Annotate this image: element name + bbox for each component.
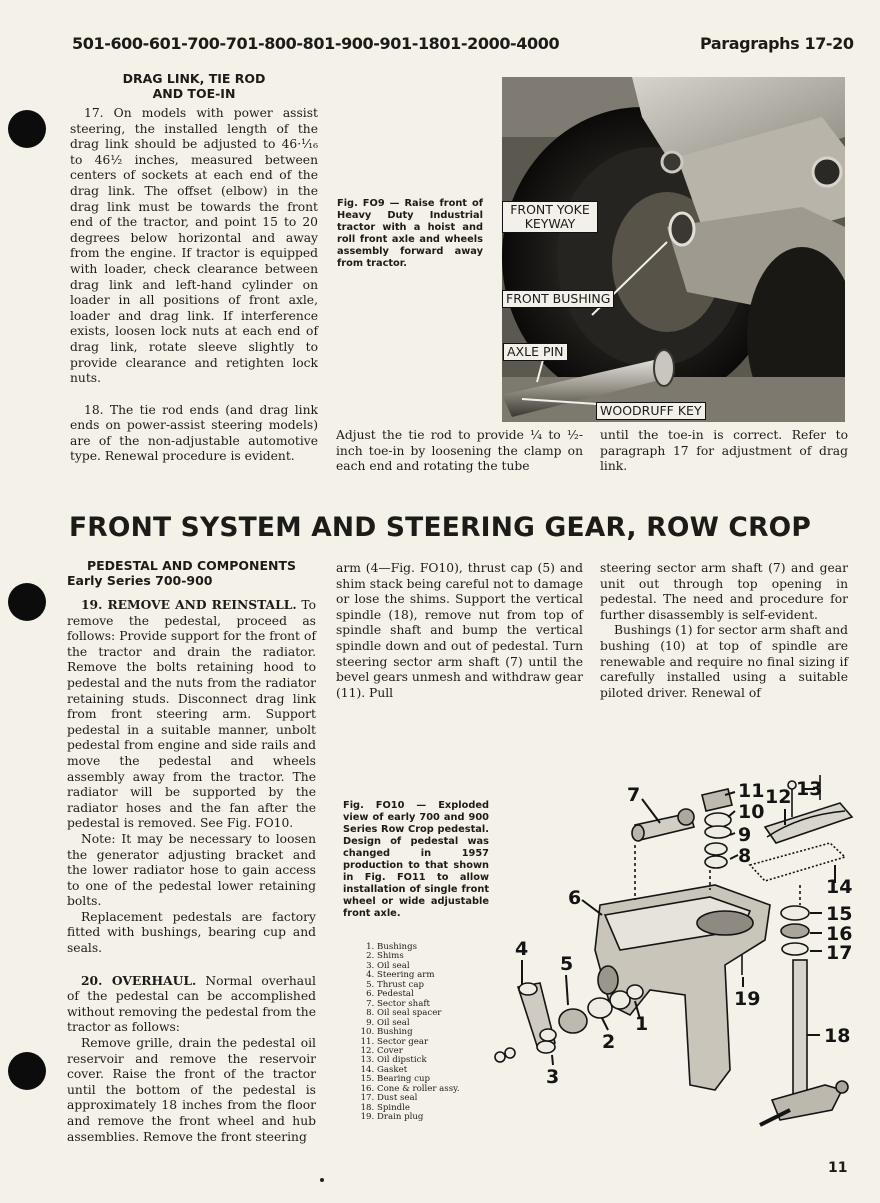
section2-heading-line1: PEDESTAL AND COMPONENTS	[86, 558, 297, 573]
header-paragraphs: Paragraphs 17-20	[700, 34, 854, 53]
section2-right-column	[600, 561, 848, 701]
section2-heading-line2: Early Series 700-900	[67, 573, 213, 588]
label-front-bushing: FRONT BUSHING	[502, 290, 614, 308]
callout-2: 2	[602, 1031, 616, 1053]
paragraph-19-replacement: Replacement pedestals are factory fitted with bushings, bearing cup and seals.	[67, 909, 316, 956]
callout-5: 5	[560, 953, 574, 975]
legend-item: 3. Oil seal	[377, 962, 460, 971]
callout-6: 6	[568, 887, 582, 909]
legend-item: 4. Steering arm	[377, 971, 460, 980]
callout-7: 7	[627, 784, 641, 806]
paragraph-19-note: Note: It may be necessary to loosen the generator adjusting bracket and the lower radiator hose to gain access to one of the pedestal lower retaining bolts.	[67, 831, 316, 909]
tie-rod-adjust-text: Adjust the tie rod to provide ¼ to ½-inch toe-in by loosening the clamp on each end and rotating the tube	[336, 428, 583, 474]
legend-item: 6. Pedestal	[377, 990, 460, 999]
paragraph-20-title: 20. OVERHAUL.	[81, 972, 197, 988]
callout-17: 17	[826, 942, 853, 964]
binder-hole-1	[8, 110, 46, 148]
paragraph-19	[67, 597, 316, 832]
callout-9: 9	[738, 824, 752, 846]
legend-item: 16. Cone & roller assy.	[377, 1085, 460, 1094]
section1-heading-line2: AND TOE-IN	[152, 86, 236, 101]
fig10-exploded-view	[480, 765, 860, 1150]
legend-item: 11. Sector gear	[377, 1038, 460, 1047]
callout-12: 12	[765, 786, 792, 808]
callout-4: 4	[515, 938, 529, 960]
paragraph-17: 17. On models with power assist steering, the installed length of the drag link should be adjusted to 46·¹⁄₁₆ to 46½ inches, measured between centers of sockets at each end of the drag link. The offset (elbow) in the drag link must be towards the front end of the tractor, and point 15 to 20 degrees below horizontal and away from the engine. If tractor is equipped with loader, check clearance between drag link and left-hand cylinder on loader in all positions of front axle, loader and drag link. If interference exists, loosen lock nuts at each end of drag link, rotate sleeve slightly to provide clearance and retighten lock nuts.	[70, 106, 318, 386]
paragraph-20-continued: Remove grille, drain the pedestal oil reservoir and remove the reservoir cover. Raise the front of the tractor until the bottom of the pedestal is approximately 18 inches from the floor and remove the front wheel and hub assemblies. Remove the front steering	[67, 1036, 316, 1144]
callout-13: 13	[796, 778, 823, 800]
fig9-photo-graphic	[502, 77, 845, 422]
binder-hole-3	[8, 1052, 46, 1090]
paragraph-18: 18. The tie rod ends (and drag link ends on power-assist steering models) are of the non-adjustable automotive type. Renewal procedure is evident.	[70, 402, 318, 464]
callout-14: 14	[826, 876, 853, 898]
paragraph-19-body: To remove the pedestal, proceed as follows: Provide support for the front of the tractor and drain the radiator. Remove the bolts retaining hood to pedestal and the nuts from the radiator retaining studs. Disconnect drag link from front steering arm. Support pedestal in a suitable manner, unbolt pedestal from engine and side rails and move the pedestal and wheels assembly away from the tractor. The radiator will be supported by the radiator hoses and the fan after the pedestal is removed. See Fig. FO10.	[67, 598, 317, 831]
legend-item: 10. Bushing	[377, 1028, 460, 1037]
header-models: 501-600-601-700-701-800-801-900-901-1801-2000-4000	[72, 34, 560, 53]
legend-item: 12. Cover	[377, 1047, 460, 1056]
overhaul-continued-text: arm (4—Fig. FO10), thrust cap (5) and shim stack being careful not to damage or lose the shims. Support the vertical spindle (18), remove nut from top of spindle shaft and bump the vertical spindle down and out of pedestal. Turn steering sector arm shaft (7) until the bevel gears unmesh and withdraw gear (11). Pull	[336, 561, 583, 700]
legend-item: 1. Bushings	[377, 943, 460, 952]
section2-left-column	[67, 558, 316, 1145]
callout-16: 16	[826, 923, 853, 945]
legend-item: 8. Oil seal spacer	[377, 1009, 460, 1018]
label-axle-pin: AXLE PIN	[503, 343, 568, 361]
fig10-caption: Fig. FO10 — Exploded view of early 700 and 900 Series Row Crop pedestal. Design of pedestal was changed in 1957 production to that shown in Fig. FO11 to allow installation of single front wheel or wide adjustable front axle.	[343, 800, 489, 919]
legend-item: 9. Oil seal	[377, 1019, 460, 1028]
section1-right-text	[600, 428, 848, 475]
legend-item: 7. Sector shaft	[377, 1000, 460, 1009]
legend-item: 5. Thrust cap	[377, 981, 460, 990]
page-number: 11	[828, 1160, 848, 1176]
section1-left-column	[70, 71, 318, 465]
legend-item: 17. Dust seal	[377, 1094, 460, 1103]
legend-item: 15. Bearing cup	[377, 1075, 460, 1084]
callout-1: 1	[635, 1013, 649, 1035]
callout-19: 19	[734, 988, 761, 1010]
section2-mid-column	[336, 561, 583, 701]
fig10-legend	[359, 943, 460, 1123]
callout-10: 10	[738, 801, 765, 823]
legend-item: 14. Gasket	[377, 1066, 460, 1075]
sector-shaft-text: steering sector arm shaft (7) and gear unit out through top opening in pedestal. The need and procedure for further disassembly is self-evident.	[600, 561, 848, 622]
bushings-text: Bushings (1) for sector arm shaft and bushing (10) at top of spindle are renewable and require no final sizing if carefully installed using a suitable piloted driver. Renewal of	[600, 623, 848, 700]
fig9-photo	[502, 77, 845, 422]
section1-mid-text	[336, 428, 583, 475]
callout-11: 11	[738, 780, 765, 802]
binder-hole-2	[8, 583, 46, 621]
label-front-yoke-keyway: FRONT YOKE KEYWAY	[502, 201, 598, 233]
paragraph-19-title: 19. REMOVE AND REINSTALL.	[81, 597, 297, 612]
section1-heading-line1: DRAG LINK, TIE ROD	[122, 71, 266, 86]
paragraph-20-body: Normal overhaul of the pedestal can be accomplished without removing the pedestal from the tractor as follows:	[67, 973, 316, 1035]
legend-item: 13. Oil dipstick	[377, 1056, 460, 1065]
callout-15: 15	[826, 903, 853, 925]
callout-8: 8	[738, 845, 752, 867]
paragraph-20	[67, 973, 316, 1036]
callout-18: 18	[824, 1025, 851, 1047]
legend-item: 19. Drain plug	[377, 1113, 460, 1122]
fig9-caption: Fig. FO9 — Raise front of Heavy Duty Industrial tractor with a hoist and roll front axle and wheels assembly forward away from tractor.	[337, 198, 483, 269]
callout-3: 3	[546, 1066, 560, 1088]
label-woodruff-key: WOODRUFF KEY	[596, 402, 706, 420]
toe-in-continued-text: until the toe-in is correct. Refer to paragraph 17 for adjustment of drag link.	[600, 428, 848, 474]
stray-mark	[320, 1178, 324, 1182]
legend-item: 18. Spindle	[377, 1104, 460, 1113]
big-section-title: FRONT SYSTEM AND STEERING GEAR, ROW CROP	[68, 512, 812, 543]
legend-item: 2. Shims	[377, 952, 460, 961]
